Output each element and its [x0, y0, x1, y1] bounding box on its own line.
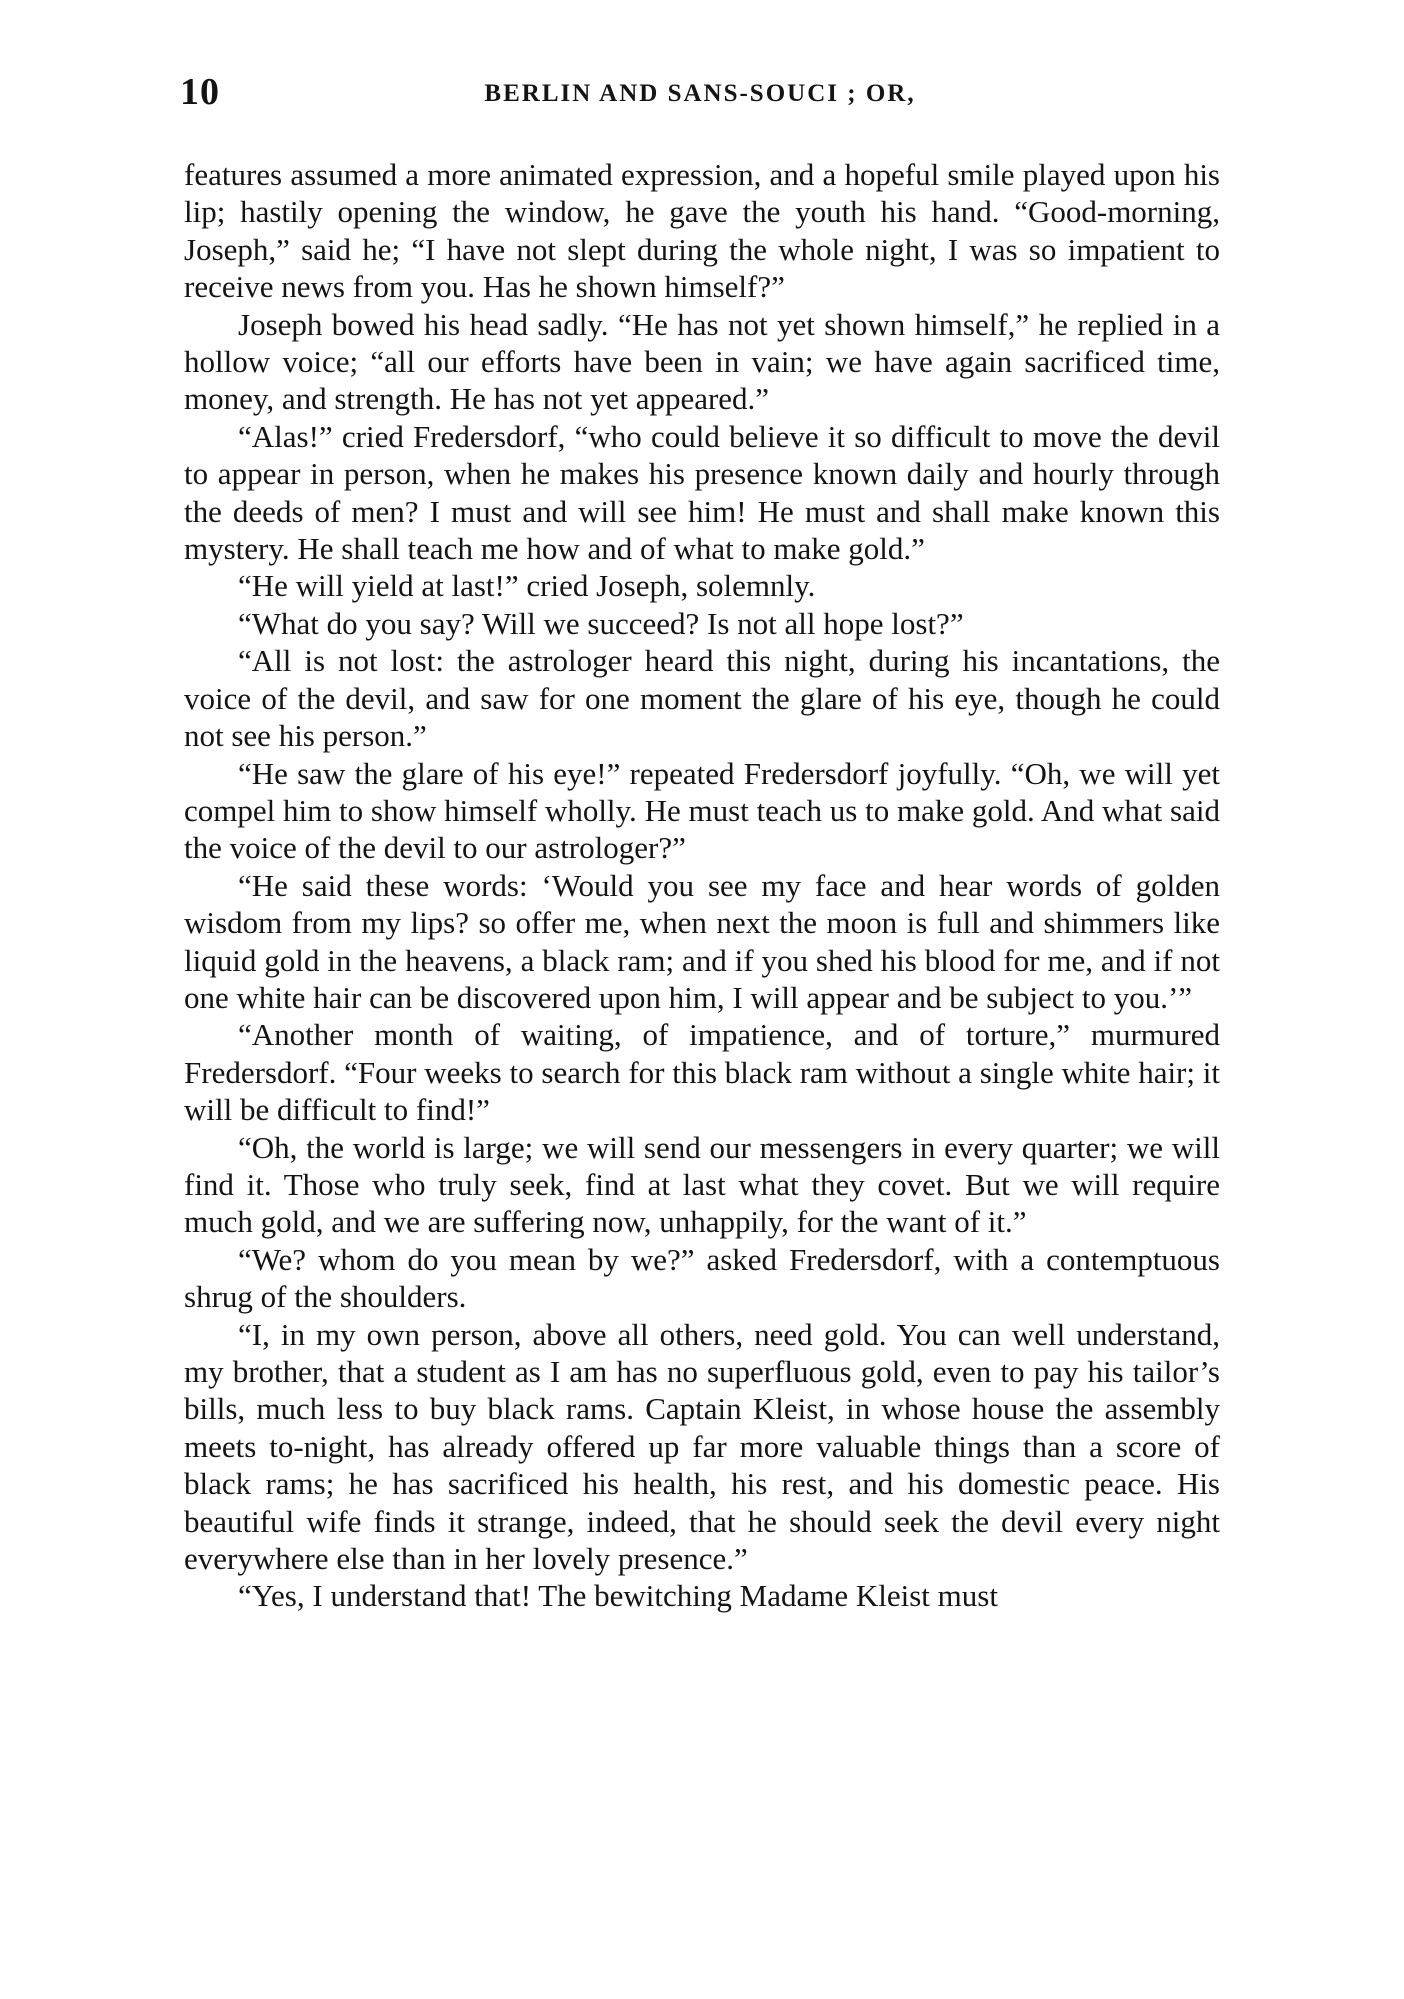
- paragraph: “He will yield at last!” cried Joseph, solemnly.: [238, 568, 816, 604]
- paragraph: “I, in my own person, above all others, need gold. You can well understand, my brother, that a student as I am has no superfluous gold, even to pay his tailor’s bills, much less to buy black rams. Captain Kleist, in whose house the assembly meets to-night, has already offered up far more valuable things than a score of black rams; he has sacrificed his health, his rest, and his domestic peace. His beautiful wife finds it strange, indeed, that he should seek the devil every night everywhere else than in her lovely presence.”: [184, 1316, 1220, 1577]
- paragraph: “All is not lost: the astrologer heard this night, during his incantations, the voice of the devil, and saw for one moment the glare of his eye, though he could not see his person.”: [184, 643, 1220, 754]
- paragraph: “What do you say? Will we succeed? Is not all hope lost?”: [238, 605, 964, 641]
- paragraph: Joseph bowed his head sadly. “He has not yet shown himself,” he replied in a hollow voice; “all our efforts have been in vain; we have again sacrificed time, money, and strength. He has not yet appeared.”: [184, 306, 1220, 417]
- paragraph: “Another month of waiting, of impatience, and of torture,” murmured Fredersdorf. “Four weeks to search for this black ram without a single white hair; it will be difficult to find!”: [184, 1017, 1220, 1128]
- paragraph: “He saw the glare of his eye!” repeated Fredersdorf joyfully. “Oh, we will yet compel him to show himself wholly. He must teach us to make gold. And what said the voice of the devil to our astrologer?”: [184, 755, 1220, 866]
- running-title: BERLIN AND SANS-SOUCI ; OR,: [484, 80, 916, 107]
- paragraph: “He said these words: ‘Would you see my face and hear words of golden wisdom from my lips? so offer me, when next the moon is full and shimmers like liquid gold in the heavens, a black ram; and if you shed his blood for me, and if not one white hair can be discovered upon him, I will appear and be subject to you.’”: [184, 867, 1220, 1015]
- body-text: [184, 156, 1220, 1615]
- paragraph: “We? whom do you mean by we?” asked Fredersdorf, with a contemptuous shrug of the shoulders.: [184, 1241, 1220, 1315]
- page-number: 10: [180, 71, 220, 113]
- paragraph: “Alas!” cried Fredersdorf, “who could believe it so difficult to move the devil to appear in person, when he makes his presence known daily and hourly through the deeds of men? I must and will see him! He must and shall make known this mystery. He shall teach me how and of what to make gold.”: [184, 418, 1220, 567]
- paragraph: “Yes, I understand that! The bewitching Madame Kleist must: [238, 1578, 998, 1614]
- page-header: [180, 70, 1220, 130]
- paragraph: “Oh, the world is large; we will send our messengers in every quarter; we will find it. Those who truly seek, find at last what they covet. But we will require much gold, and we are suffering now, unhappily, for the want of it.”: [184, 1129, 1220, 1240]
- paragraph: features assumed a more animated expression, and a hopeful smile played upon his lip; hastily opening the window, he gave the youth his hand. “Good-morning, Joseph,” said he; “I have not slept during the whole night, I was so impatient to receive news from you. Has he shown himself?”: [184, 157, 1220, 305]
